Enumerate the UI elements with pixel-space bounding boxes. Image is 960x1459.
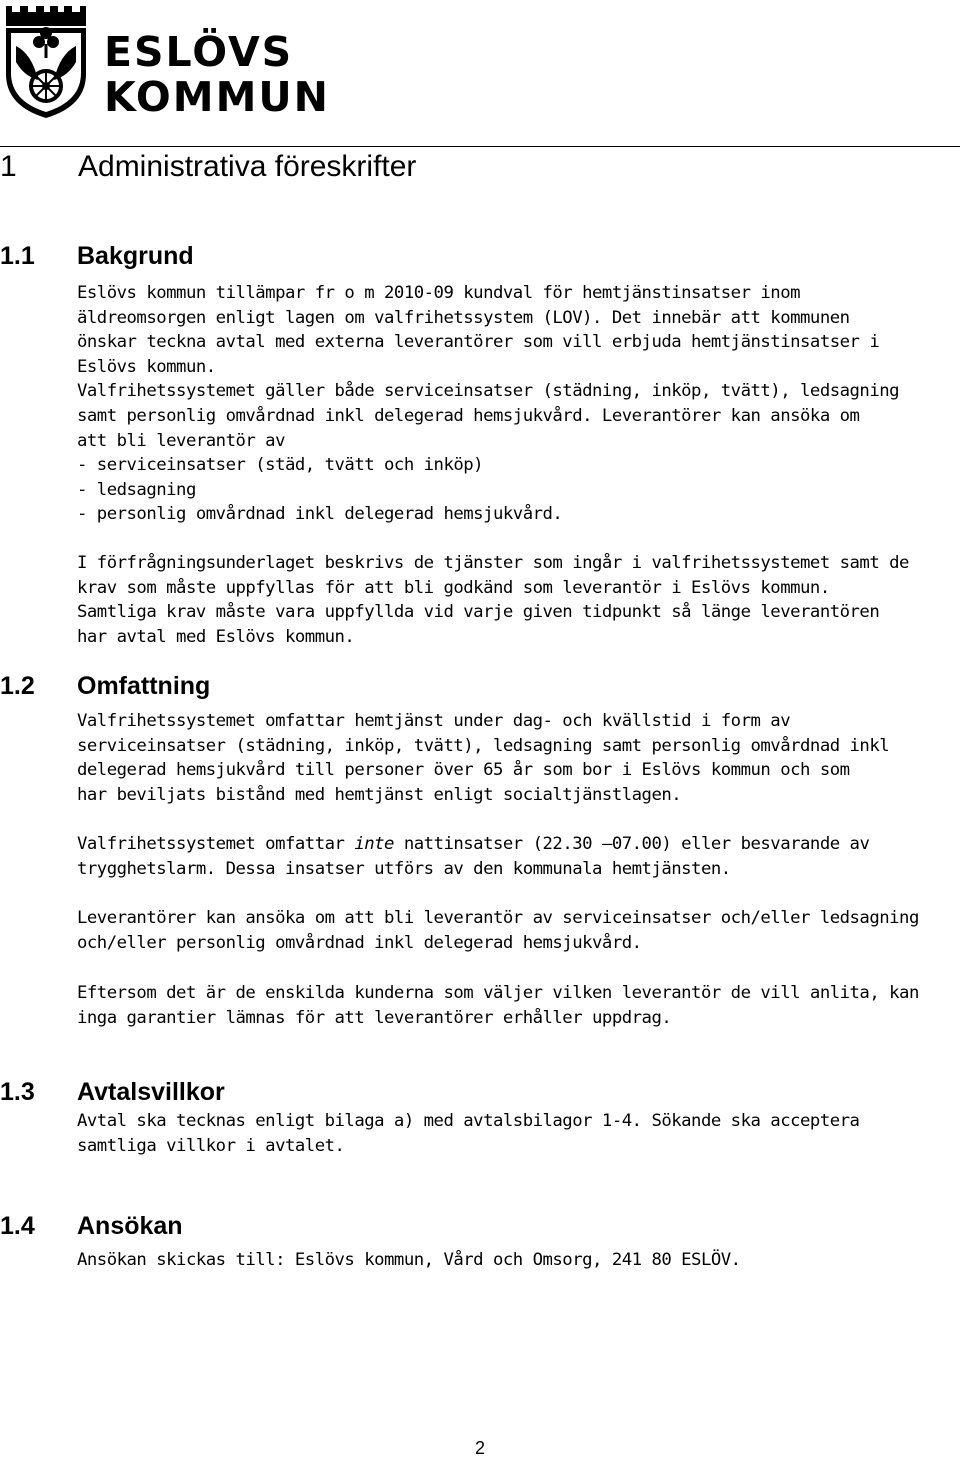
brand-line-1: ESLÖVS — [104, 28, 294, 76]
emphasis-text: inte — [354, 834, 394, 854]
section-paragraph: Eftersom det är de enskilda kunderna som väljer vilken leverantör de vill anlita, kan inga garantier lämnas för att leverantörer erhåller uppdrag. — [77, 983, 919, 1028]
section-paragraph: Avtal ska tecknas enligt bilaga a) med avtalsbilagor 1-4. Sökande ska acceptera samtliga villkor i avtalet. — [77, 1111, 860, 1156]
text-run: nattinsatser (22.30 —07.00) eller besvarande av trygghetslarm. Dessa insatser utförs av den kommunala hemtjänsten. — [77, 834, 870, 879]
chapter-heading — [0, 150, 416, 184]
section-number: 1.2 — [0, 672, 35, 700]
header-rule — [0, 146, 960, 147]
brand-wordmark — [104, 30, 330, 120]
section-heading — [0, 1212, 183, 1241]
section-title: Ansökan — [77, 1212, 183, 1240]
brand-line-2: KOMMUN — [104, 73, 330, 121]
section-paragraph: Ansökan skickas till: Eslövs kommun, Vård och Omsorg, 241 80 ESLÖV. — [77, 1250, 741, 1270]
chapter-number: 1 — [0, 150, 17, 183]
page-number: 2 — [474, 1438, 485, 1458]
section-heading — [0, 1078, 225, 1107]
chapter-title: Administrativa föreskrifter — [78, 150, 417, 183]
section-paragraph: I förfrågningsunderlaget beskrivs de tjänster som ingår i valfrihetssystemet samt de krav som måste uppfyllas för att bli godkänd som leverantör i Eslövs kommun. Samtliga krav måste vara uppfyllda vid varje given tidpunkt så länge leverantören har avtal med Eslövs kommun. — [77, 553, 909, 647]
text-run: Valfrihetssystemet omfattar — [77, 834, 355, 854]
section-title: Bakgrund — [77, 242, 194, 270]
section-paragraph: Leverantörer kan ansöka om att bli leverantör av serviceinsatser och/eller ledsagning och/eller personlig omvårdnad inkl delegerad hemsjukvård. — [77, 908, 919, 953]
section-number: 1.1 — [0, 242, 35, 270]
section-heading — [0, 242, 194, 271]
section-number: 1.3 — [0, 1078, 35, 1106]
section-title: Avtalsvillkor — [77, 1078, 225, 1106]
section-paragraph: Eslövs kommun tillämpar fr o m 2010-09 kundval för hemtjänstinsatser inom äldreomsorgen enligt lagen om valfrihetssystem (LOV). Det innebär att kommunen önskar teckna avtal med externa leverantörer som vill erbjuda hemtjänstinsatser i Eslövs kommun. Valfrihetssystemet gäller både serviceinsatser (städning, inköp, tvätt), ledsagning samt personlig omvårdnad inkl delegerad hemsjukvård. Leverantörer kan ansöka om att bli leverantör av - serviceinsatser (städ, tvätt och inköp) - ledsagning - personlig omvårdnad inkl delegerad hemsjukvård. — [77, 283, 900, 525]
coat-of-arms-icon — [2, 2, 90, 120]
section-heading — [0, 672, 210, 701]
section-number: 1.4 — [0, 1212, 35, 1240]
section-paragraph — [77, 832, 957, 881]
section-paragraph: Valfrihetssystemet omfattar hemtjänst under dag- och kvällstid i form av serviceinsatser (städning, inköp, tvätt), ledsagning samt personlig omvårdnad inkl delegerad hemsjukvård till personer över 65 år som bor i Eslövs kommun och som har beviljats bistånd med hemtjänst enligt socialtjänstlagen. — [77, 711, 890, 805]
section-title: Omfattning — [77, 672, 211, 700]
municipality-logo — [0, 0, 340, 125]
